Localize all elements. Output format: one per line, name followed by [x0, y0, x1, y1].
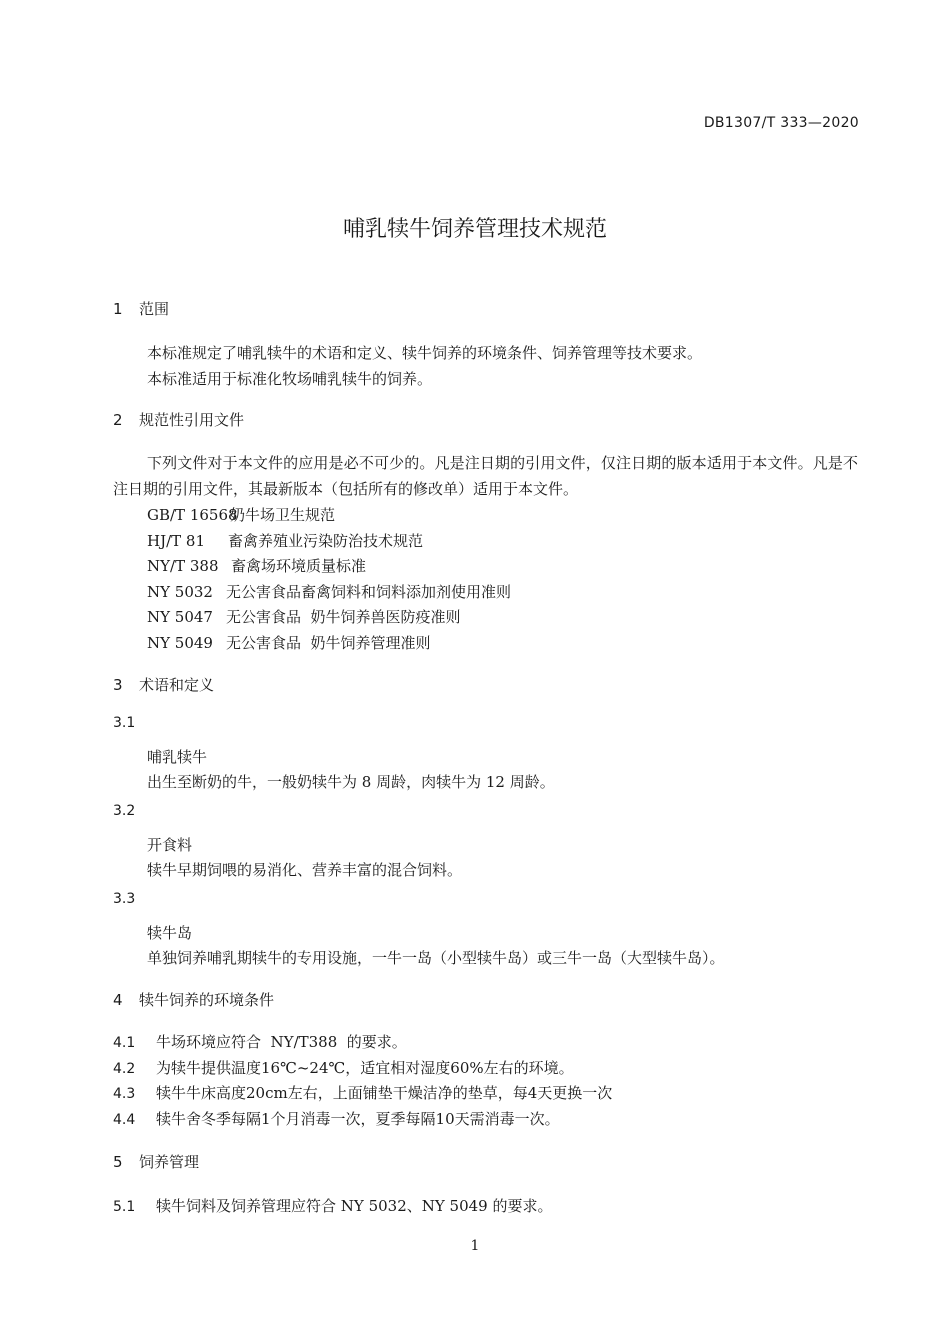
term-name: 犊牛岛	[147, 924, 193, 942]
section-title: 术语和定义	[139, 676, 215, 694]
clause-text: 牛场环境应符合 NY/T388 的要求。	[156, 1033, 407, 1051]
section-number: 3	[113, 676, 123, 694]
reference-item	[147, 581, 511, 602]
reference-item	[147, 555, 366, 576]
clause-number: 4.3	[113, 1086, 136, 1102]
section-heading-3	[113, 674, 214, 695]
section-number: 1	[113, 300, 123, 318]
clause-number: 4.1	[113, 1035, 136, 1051]
reference-item	[147, 632, 431, 653]
reference-item	[147, 504, 335, 525]
section-number: 2	[113, 411, 123, 429]
section-heading-5	[113, 1151, 199, 1172]
term-definition: 出生至断奶的牛，一般奶犊牛为 8 周龄，肉犊牛为 12 周龄。	[147, 773, 555, 791]
term-name: 开食料	[147, 836, 193, 854]
clause-text: 犊牛舍冬季每隔1个月消毒一次，夏季每隔10天需消毒一次。	[156, 1110, 560, 1128]
page-number: 1	[470, 1238, 480, 1254]
clause-number: 4.4	[113, 1112, 136, 1128]
reference-code: NY 5032	[147, 583, 213, 601]
section-number: 5	[113, 1153, 123, 1171]
clause-number: 5.1	[113, 1199, 136, 1215]
document-number: DB1307/T 333—2020	[703, 115, 859, 131]
reference-code: HJ/T 81	[147, 532, 206, 550]
clause	[113, 1031, 407, 1052]
reference-name: 畜禽养殖业污染防治技术规范	[228, 532, 424, 550]
section-title: 饲养管理	[139, 1153, 200, 1171]
term-definition: 单独饲养哺乳期犊牛的专用设施，一牛一岛（小型犊牛岛）或三牛一岛（大型犊牛岛）。	[147, 949, 725, 967]
term-definition: 犊牛早期饲喂的易消化、营养丰富的混合饲料。	[147, 861, 463, 879]
section-title: 犊牛饲养的环境条件	[139, 991, 275, 1009]
section-title: 规范性引用文件	[139, 411, 245, 429]
section-heading-1	[113, 298, 169, 319]
reference-item	[147, 606, 461, 627]
reference-name: 无公害食品 奶牛饲养兽医防疫准则	[226, 608, 461, 626]
reference-item	[147, 530, 423, 551]
clause	[113, 1057, 574, 1078]
clause-text: 犊牛牛床高度20cm左右，上面铺垫干燥洁净的垫草，每4天更换一次	[156, 1084, 613, 1102]
paragraph: 下列文件对于本文件的应用是必不可少的。凡是注日期的引用文件，仅注日期的版本适用于本文件。凡是不注日期的引用文件，其最新版本（包括所有的修改单）适用于本文件。	[113, 454, 858, 498]
clause	[113, 1108, 560, 1129]
term-name: 哺乳犊牛	[147, 748, 208, 766]
reference-name: 无公害食品 奶牛饲养管理准则	[226, 634, 431, 652]
section-number: 4	[113, 991, 123, 1009]
clause	[113, 1195, 552, 1216]
term-number: 3.3	[113, 891, 136, 907]
reference-name: 无公害食品畜禽饲料和饲料添加剂使用准则	[226, 583, 512, 601]
reference-code: GB/T 16568	[147, 506, 238, 524]
paragraph: 本标准规定了哺乳犊牛的术语和定义、犊牛饲养的环境条件、饲养管理等技术要求。	[147, 344, 703, 362]
reference-name: 畜禽场环境质量标准	[231, 557, 367, 575]
reference-code: NY 5047	[147, 608, 213, 626]
clause-text: 犊牛饲料及饲养管理应符合 NY 5032、NY 5049 的要求。	[156, 1197, 553, 1215]
clause	[113, 1082, 612, 1103]
term-number: 3.2	[113, 803, 136, 819]
reference-code: NY 5049	[147, 634, 213, 652]
document-title: 哺乳犊牛饲养管理技术规范	[342, 217, 607, 242]
paragraph: 本标准适用于标准化牧场哺乳犊牛的饲养。	[147, 370, 433, 388]
reference-code: NY/T 388	[147, 557, 219, 575]
clause-number: 4.2	[113, 1061, 136, 1077]
section-heading-2	[113, 409, 244, 430]
reference-name: 奶牛场卫生规范	[230, 506, 336, 524]
term-number: 3.1	[113, 715, 136, 731]
clause-text: 为犊牛提供温度16℃~24℃，适宜相对湿度60%左右的环境。	[156, 1059, 574, 1077]
section-heading-4	[113, 989, 274, 1010]
section-title: 范围	[139, 300, 170, 318]
